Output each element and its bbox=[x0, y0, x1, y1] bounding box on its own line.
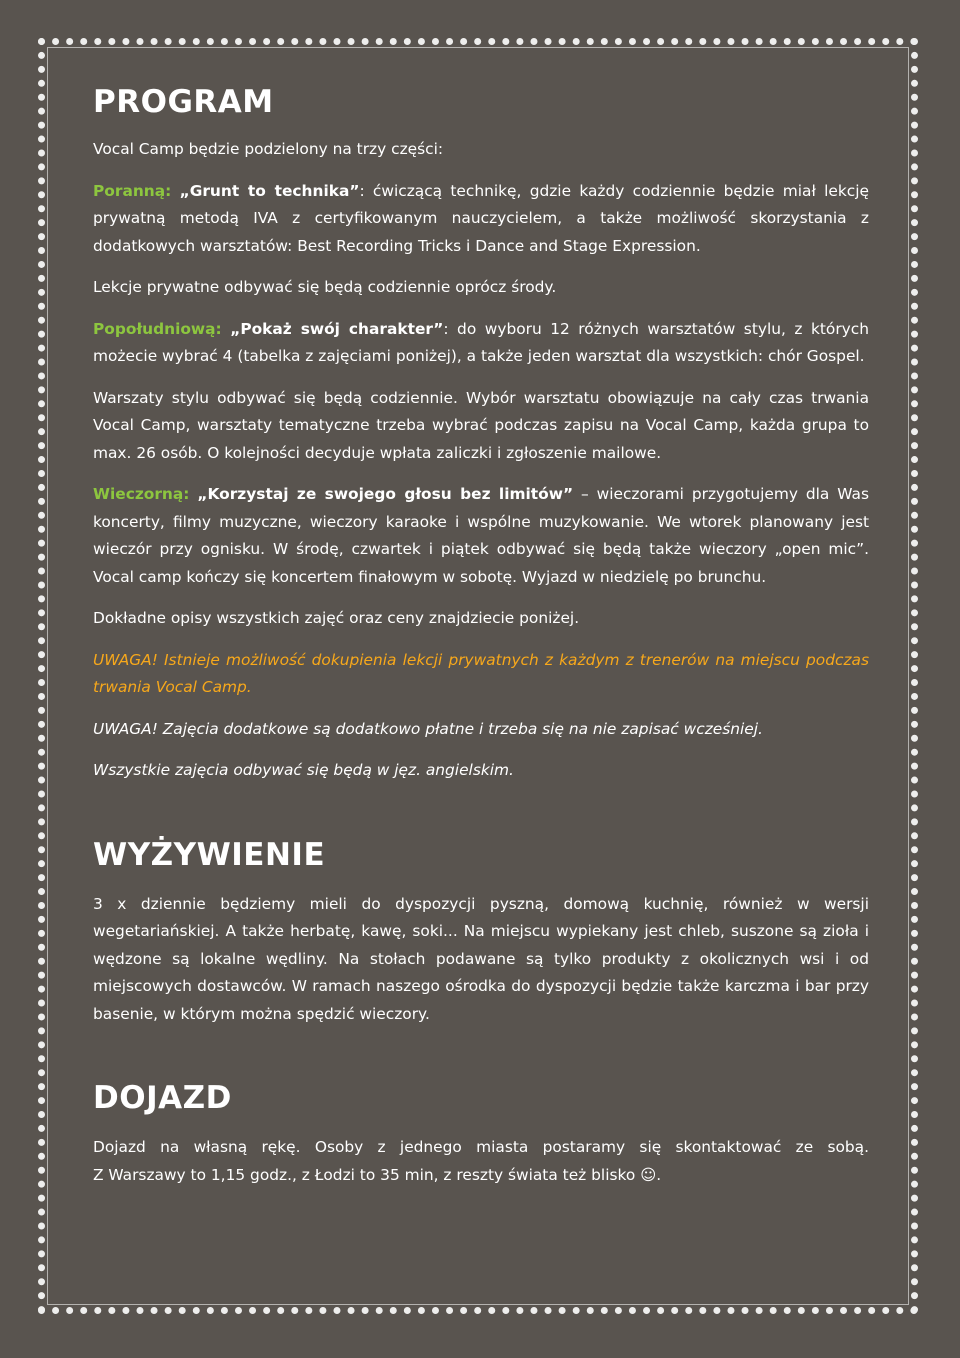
language-note: Wszystkie zajęcia odbywać się będą w jęz. angielskim. bbox=[93, 761, 514, 779]
morning-text: : ćwiczącą technikę, gdzie każdy codziennie będzie miał lekcję prywatną metodą IVA z certyfikowanym nauczycielem, a także możliwość skorzystania z dodatkowych warsztatów: Best Recording Tricks i Dance and Stage Expression. bbox=[93, 181, 869, 255]
afternoon-paragraph bbox=[93, 316, 869, 371]
warning-private-lessons: UWAGA! Istnieje możliwość dokupienia lekcji prywatnych z każdym z trenerów na miejscu podczas trwania Vocal Camp. bbox=[93, 650, 869, 696]
food-text: 3 x dziennie będziemy mieli do dyspozycji pyszną, domową kuchnię, również w wersji wegetariańskiej. A także herbatę, kawę, soki... Na miejscu wypiekany jest chleb, suszone są zioła i wędzone są lokalne wędliny. Na stołach podawane są tylko produkty z okolicznych wsi i od miejscowych dostawców. W ramach naszego ośrodka do dyspozycji będzie także karczma i bar przy basenie, w którym można spędzić wieczory. bbox=[93, 894, 869, 1023]
morning-paragraph bbox=[93, 178, 869, 261]
details-note: Dokładne opisy wszystkich zajęć oraz ceny znajdziecie poniżej. bbox=[93, 609, 580, 627]
program-intro: Vocal Camp będzie podzielony na trzy części: bbox=[93, 140, 444, 158]
program-heading: PROGRAM bbox=[93, 84, 274, 120]
travel-heading: DOJAZD bbox=[93, 1080, 232, 1116]
afternoon-note: Warszaty stylu odbywać się będą codziennie. Wybór warsztatu obowiązuje na cały czas trwania Vocal Camp, warsztaty tematyczne trzeba wybrać podczas zapisu na Vocal Camp, każda grupa to max. 26 osób. O kolejności decyduje wpłata zaliczki i zgłoszenie mailowe. bbox=[93, 388, 869, 462]
afternoon-text: : do wyboru 12 różnych warsztatów stylu, z których możecie wybrać 4 (tabelka z zajęciami poniżej), a także jeden warsztat dla wszystkich: chór Gospel. bbox=[93, 319, 869, 365]
evening-label: Wieczorną: bbox=[93, 485, 190, 503]
morning-title: „Grunt to technika” bbox=[179, 181, 360, 200]
evening-text: – wieczorami przygotujemy dla Was koncerty, filmy muzyczne, wieczory karaoke i wspólne muzykowanie. We wtorek planowany jest wieczór przy ognisku. W środę, czwartek i piątek odbywać się będą także wieczory „open mic”. Vocal camp kończy się koncertem finałowym w sobotę. Wyjazd w niedzielę po brunchu. bbox=[93, 485, 869, 586]
evening-paragraph bbox=[93, 481, 869, 591]
afternoon-label: Popołudniową: bbox=[93, 319, 222, 338]
food-heading: WYŻYWIENIE bbox=[93, 836, 326, 873]
travel-line-1: Dojazd na własną rękę. Osoby z jednego miasta postaramy się skontaktować ze sobą. bbox=[93, 1138, 869, 1156]
page-content bbox=[93, 80, 869, 1189]
morning-label: Poranną: bbox=[93, 181, 172, 200]
evening-title: „Korzystaj ze swojego głosu bez limitów” bbox=[197, 485, 574, 503]
warning-extra-classes: UWAGA! Zajęcia dodatkowe są dodatkowo płatne i trzeba się na nie zapisać wcześniej. bbox=[93, 719, 763, 738]
morning-note: Lekcje prywatne odbywać się będą codziennie oprócz środy. bbox=[93, 278, 557, 296]
afternoon-title: „Pokaż swój charakter” bbox=[230, 319, 444, 338]
travel-line-2: Z Warszawy to 1,15 godz., z Łodzi to 35 min, z reszty świata też blisko ☺. bbox=[93, 1165, 662, 1184]
